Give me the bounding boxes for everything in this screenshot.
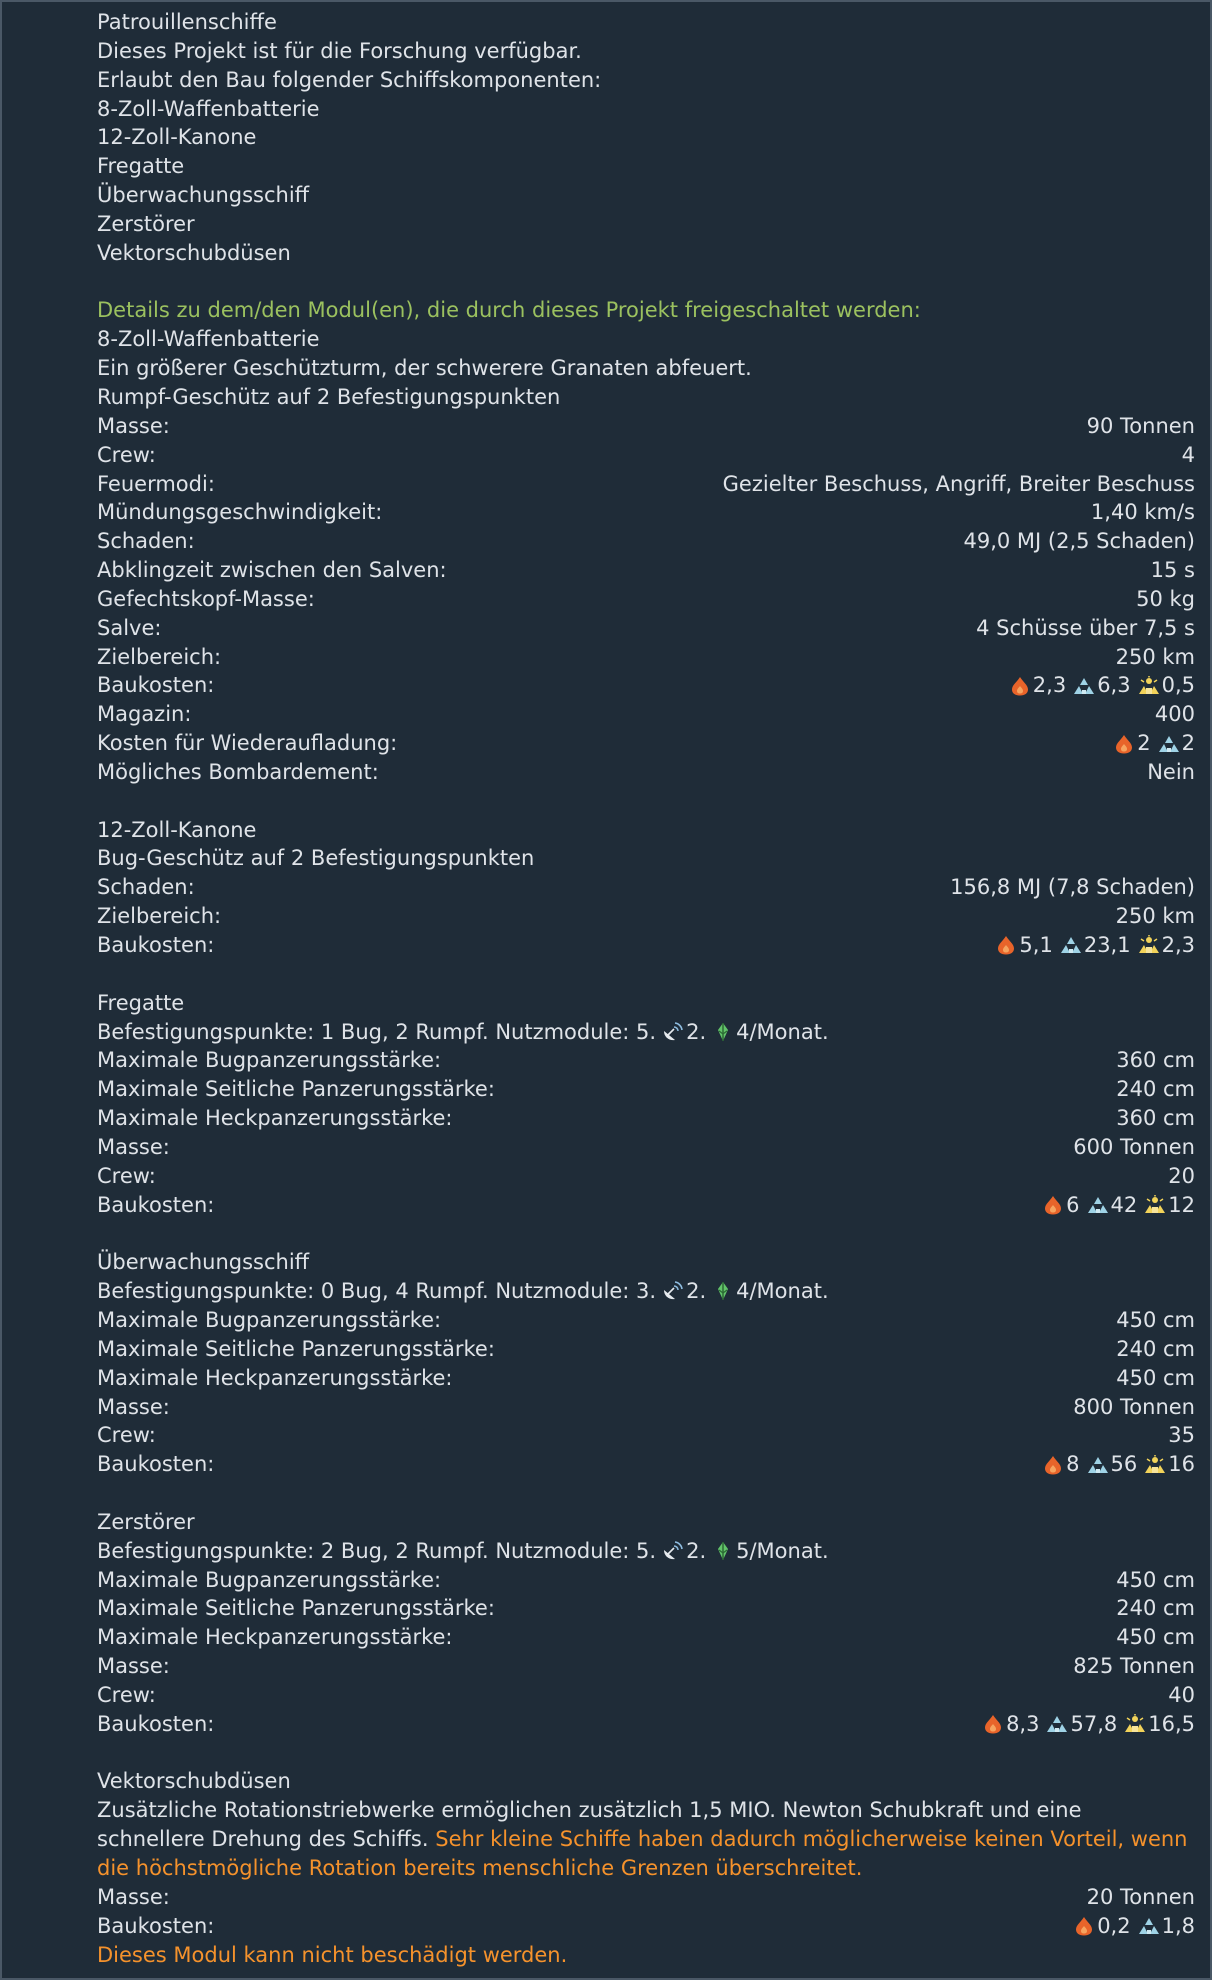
stat-row xyxy=(97,758,1195,787)
water-cost: 8,3 xyxy=(1006,1711,1040,1736)
stat-value: 240 cm xyxy=(1116,1596,1195,1621)
stat-value: 250 km xyxy=(1115,644,1195,669)
project-status: Dieses Projekt ist für die Forschung verfügbar. xyxy=(97,38,582,63)
stat-row xyxy=(97,1364,1195,1393)
water-icon xyxy=(1042,1455,1064,1475)
water-cost: 2 xyxy=(1137,731,1151,756)
stat-label: Abklingzeit zwischen den Salven: xyxy=(97,558,447,583)
volatiles-cost: 57,8 xyxy=(1070,1711,1118,1736)
boost-icon xyxy=(712,1022,734,1042)
module-destroyer xyxy=(97,1508,1195,1739)
stat-row xyxy=(97,1046,1195,1075)
volatiles-icon xyxy=(1138,1916,1160,1936)
volatiles-cost: 23,1 xyxy=(1083,933,1131,957)
stat-value: 240 cm xyxy=(1116,1077,1195,1102)
stat-label: Mündungsgeschwindigkeit: xyxy=(97,500,383,525)
stat-label: Kosten für Wiederaufladung: xyxy=(97,731,398,756)
stat-value: 40 xyxy=(1168,1682,1195,1707)
stat-label: Maximale Bugpanzerungsstärke: xyxy=(97,1307,442,1332)
stat-value: 240 cm xyxy=(1116,1336,1195,1361)
stat-label: Maximale Seitliche Panzerungsstärke: xyxy=(97,1596,495,1621)
stat-row xyxy=(97,527,1195,556)
water-cost: 2,3 xyxy=(1032,673,1067,698)
stat-value: 90 Tonnen xyxy=(1086,413,1195,438)
boost-value: 5/Monat. xyxy=(736,1538,829,1563)
stat-row xyxy=(97,614,1195,643)
description-text: Zusätzliche Rotationstriebwerke ermöglichen zusätzlich 1,5 MIO. Newton Schubkraft und eine schnellere Drehung des Schiffs. xyxy=(97,1798,1082,1852)
cost-row xyxy=(97,1710,1195,1739)
boost-icon xyxy=(712,1541,734,1561)
stat-label: Masse: xyxy=(97,413,170,438)
stat-value: 156,8 MJ (7,8 Schaden) xyxy=(950,875,1195,900)
stat-row xyxy=(97,1133,1195,1162)
module-name: Zerstörer xyxy=(97,1509,195,1534)
stat-value: 800 Tonnen xyxy=(1073,1394,1195,1419)
metals-cost: 0,5 xyxy=(1161,673,1195,698)
list-item: Überwachungsschiff xyxy=(97,183,310,208)
module-cannon xyxy=(97,816,1195,960)
metals-icon xyxy=(1144,1195,1166,1215)
module-thrusters xyxy=(97,1767,1195,1969)
stat-value: 50 kg xyxy=(1136,586,1195,611)
volatiles-icon xyxy=(1087,1195,1109,1215)
stat-value: 600 Tonnen xyxy=(1073,1134,1195,1159)
hardpoints-text: Befestigungspunkte: 1 Bug, 2 Rumpf. Nutzmodule: 5. xyxy=(97,1019,657,1044)
cost-row xyxy=(97,1912,1195,1941)
stat-row xyxy=(97,412,1195,441)
stat-row xyxy=(97,556,1195,585)
stat-row xyxy=(97,700,1195,729)
stat-label: Masse: xyxy=(97,1884,170,1909)
stat-label: Zielbereich: xyxy=(97,904,222,929)
module-mount: Bug-Geschütz auf 2 Befestigungspunkten xyxy=(97,846,535,871)
water-icon xyxy=(1009,676,1031,696)
stat-label: Baukosten: xyxy=(97,1913,215,1938)
water-icon xyxy=(1073,1916,1095,1936)
cost-values xyxy=(1009,671,1195,700)
stat-label: Baukosten: xyxy=(97,933,215,957)
water-cost: 6 xyxy=(1066,1192,1080,1217)
stat-label: Masse: xyxy=(97,1654,170,1679)
water-cost: 0,2 xyxy=(1097,1913,1131,1938)
hardpoints-line xyxy=(97,1537,1195,1566)
stat-row xyxy=(97,1594,1195,1623)
volatiles-cost: 56 xyxy=(1110,1452,1138,1477)
stat-value: 4 xyxy=(1181,442,1195,467)
stat-value: 35 xyxy=(1168,1423,1195,1448)
stat-row xyxy=(97,498,1195,527)
stat-row xyxy=(97,441,1195,470)
stat-label: Baukosten: xyxy=(97,1711,215,1736)
stat-label: Zielbereich: xyxy=(97,644,222,669)
volatiles-cost: 2 xyxy=(1181,731,1195,756)
stat-row xyxy=(97,1883,1195,1912)
warning-text: Sehr kleine Schiffe haben dadurch möglicherweise keinen Vorteil, wenn die höchstmögliche Rotation bereits menschliche Grenzen überschreitet. xyxy=(97,1827,1188,1880)
hardpoints-text: Befestigungspunkte: 2 Bug, 2 Rumpf. Nutzmodule: 5. xyxy=(97,1538,657,1563)
stat-value: 360 cm xyxy=(1116,1106,1195,1131)
module-mount: Rumpf-Geschütz auf 2 Befestigungspunkten xyxy=(97,384,561,409)
stat-label: Baukosten: xyxy=(97,1192,215,1217)
reload-cost-row xyxy=(97,729,1195,758)
volatiles-cost: 6,3 xyxy=(1097,673,1131,698)
project-title: Patrouillenschiffe xyxy=(97,10,277,34)
metals-icon xyxy=(1138,676,1160,696)
stat-value: 450 cm xyxy=(1116,1307,1195,1332)
cost-values xyxy=(1073,1912,1195,1941)
stat-row xyxy=(97,902,1195,931)
volatiles-cost: 42 xyxy=(1110,1192,1138,1217)
metals-cost: 16 xyxy=(1168,1452,1195,1477)
stat-label: Maximale Heckpanzerungsstärke: xyxy=(97,1106,453,1131)
module-description xyxy=(97,1796,1195,1883)
stat-label: Maximale Heckpanzerungsstärke: xyxy=(97,1365,453,1390)
stat-value: 450 cm xyxy=(1116,1625,1195,1650)
stat-row xyxy=(97,1306,1195,1335)
cost-values xyxy=(1042,1191,1195,1220)
invulnerable-note: Dieses Modul kann nicht beschädigt werden. xyxy=(97,1942,568,1967)
water-cost: 8 xyxy=(1066,1452,1080,1477)
cost-values xyxy=(1113,729,1195,758)
list-item: Zerstörer xyxy=(97,211,195,236)
stat-value: 1,40 km/s xyxy=(1090,500,1195,525)
stat-label: Feuermodi: xyxy=(97,471,215,496)
metals-icon xyxy=(1124,1714,1146,1734)
mission-control-icon xyxy=(662,1281,684,1301)
stat-value: 15 s xyxy=(1150,558,1195,583)
volatiles-icon xyxy=(1073,676,1095,696)
stat-row xyxy=(97,1566,1195,1595)
mission-control-value: 2. xyxy=(686,1019,707,1044)
stat-row xyxy=(97,470,1195,499)
stat-label: Maximale Bugpanzerungsstärke: xyxy=(97,1567,442,1592)
stat-row xyxy=(97,1681,1195,1710)
cost-row xyxy=(97,1450,1195,1479)
stat-label: Mögliches Bombardement: xyxy=(97,759,379,784)
stat-value: 450 cm xyxy=(1116,1567,1195,1592)
stat-row xyxy=(97,1075,1195,1104)
stat-label: Maximale Seitliche Panzerungsstärke: xyxy=(97,1336,495,1361)
stat-row xyxy=(97,1104,1195,1133)
volatiles-cost: 1,8 xyxy=(1161,1913,1195,1938)
mission-control-icon xyxy=(662,1541,684,1561)
water-cost: 5,1 xyxy=(1019,933,1053,957)
cost-row xyxy=(97,671,1195,700)
boost-value: 4/Monat. xyxy=(736,1279,829,1304)
mission-control-icon xyxy=(662,1022,684,1042)
stat-label: Baukosten: xyxy=(97,1452,215,1477)
stat-label: Schaden: xyxy=(97,529,195,554)
cost-row xyxy=(97,1191,1195,1220)
water-icon xyxy=(982,1714,1004,1734)
stat-label: Magazin: xyxy=(97,702,192,727)
cost-values xyxy=(982,1710,1195,1739)
stat-row xyxy=(97,1162,1195,1191)
stat-value: 360 cm xyxy=(1116,1048,1195,1073)
list-item: Fregatte xyxy=(97,154,185,179)
metals-icon xyxy=(1138,935,1160,955)
volatiles-icon xyxy=(1087,1455,1109,1475)
stat-row xyxy=(97,1335,1195,1364)
cost-values xyxy=(1042,1450,1195,1479)
stat-value: 825 Tonnen xyxy=(1073,1654,1195,1679)
stat-row xyxy=(97,1652,1195,1681)
stat-value: 4 Schüsse über 7,5 s xyxy=(976,615,1195,640)
stat-value: 400 xyxy=(1154,702,1195,727)
list-item: Vektorschubdüsen xyxy=(97,240,291,265)
stat-value: 20 Tonnen xyxy=(1086,1884,1195,1909)
stat-row xyxy=(97,873,1195,902)
stat-row xyxy=(97,1393,1195,1422)
stat-row xyxy=(97,585,1195,614)
module-name: 8-Zoll-Waffenbatterie xyxy=(97,327,320,352)
hardpoints-text: Befestigungspunkte: 0 Bug, 4 Rumpf. Nutzmodule: 3. xyxy=(97,1279,657,1304)
module-frigate xyxy=(97,989,1195,1220)
stat-label: Gefechtskopf-Masse: xyxy=(97,586,315,611)
stat-value: 450 cm xyxy=(1116,1365,1195,1390)
stat-row xyxy=(97,1623,1195,1652)
stat-row xyxy=(97,643,1195,672)
module-name: Fregatte xyxy=(97,990,185,1015)
stat-label: Crew: xyxy=(97,442,156,467)
stat-label: Masse: xyxy=(97,1134,170,1159)
hardpoints-line xyxy=(97,1018,1195,1047)
boost-value: 4/Monat. xyxy=(736,1019,829,1044)
metals-cost: 16,5 xyxy=(1148,1711,1195,1736)
module-name: 12-Zoll-Kanone xyxy=(97,817,257,842)
volatiles-icon xyxy=(1158,734,1180,754)
stat-label: Maximale Seitliche Panzerungsstärke: xyxy=(97,1077,495,1102)
hardpoints-line xyxy=(97,1277,1195,1306)
stat-label: Masse: xyxy=(97,1394,170,1419)
stat-label: Crew: xyxy=(97,1163,156,1188)
volatiles-icon xyxy=(1060,935,1082,955)
mission-control-value: 2. xyxy=(686,1279,707,1304)
cost-values xyxy=(995,931,1195,960)
stat-label: Crew: xyxy=(97,1682,156,1707)
module-description: Ein größerer Geschützturm, der schwerere Granaten abfeuert. xyxy=(97,356,752,381)
stat-label: Salve: xyxy=(97,615,162,640)
module-monitor xyxy=(97,1248,1195,1479)
boost-icon xyxy=(712,1281,734,1301)
stat-value: Gezielter Beschuss, Angriff, Breiter Beschuss xyxy=(722,471,1195,496)
stat-label: Schaden: xyxy=(97,875,195,900)
metals-cost: 2,3 xyxy=(1161,933,1195,957)
component-list xyxy=(97,95,1195,268)
list-item: 12-Zoll-Kanone xyxy=(97,125,257,150)
cost-row xyxy=(97,931,1195,960)
details-header: Details zu dem/den Modul(en), die durch dieses Projekt freigeschaltet werden: xyxy=(97,298,921,323)
module-name: Vektorschubdüsen xyxy=(97,1769,291,1794)
stat-label: Maximale Bugpanzerungsstärke: xyxy=(97,1048,442,1073)
module-battery xyxy=(97,325,1195,787)
allows-label: Erlaubt den Bau folgender Schiffskomponenten: xyxy=(97,67,602,92)
stat-value: Nein xyxy=(1147,759,1195,784)
list-item: 8-Zoll-Waffenbatterie xyxy=(97,96,320,121)
module-name: Überwachungsschiff xyxy=(97,1250,310,1275)
water-icon xyxy=(995,935,1017,955)
water-icon xyxy=(1042,1195,1064,1215)
stat-value: 250 km xyxy=(1115,904,1195,929)
stat-label: Maximale Heckpanzerungsstärke: xyxy=(97,1625,453,1650)
stat-label: Crew: xyxy=(97,1423,156,1448)
stat-value: 20 xyxy=(1168,1163,1195,1188)
metals-icon xyxy=(1144,1455,1166,1475)
stat-label: Baukosten: xyxy=(97,673,215,698)
stat-value: 49,0 MJ (2,5 Schaden) xyxy=(963,529,1195,554)
water-icon xyxy=(1113,734,1135,754)
metals-cost: 12 xyxy=(1168,1192,1195,1217)
stat-row xyxy=(97,1421,1195,1450)
mission-control-value: 2. xyxy=(686,1538,707,1563)
volatiles-icon xyxy=(1046,1714,1068,1734)
